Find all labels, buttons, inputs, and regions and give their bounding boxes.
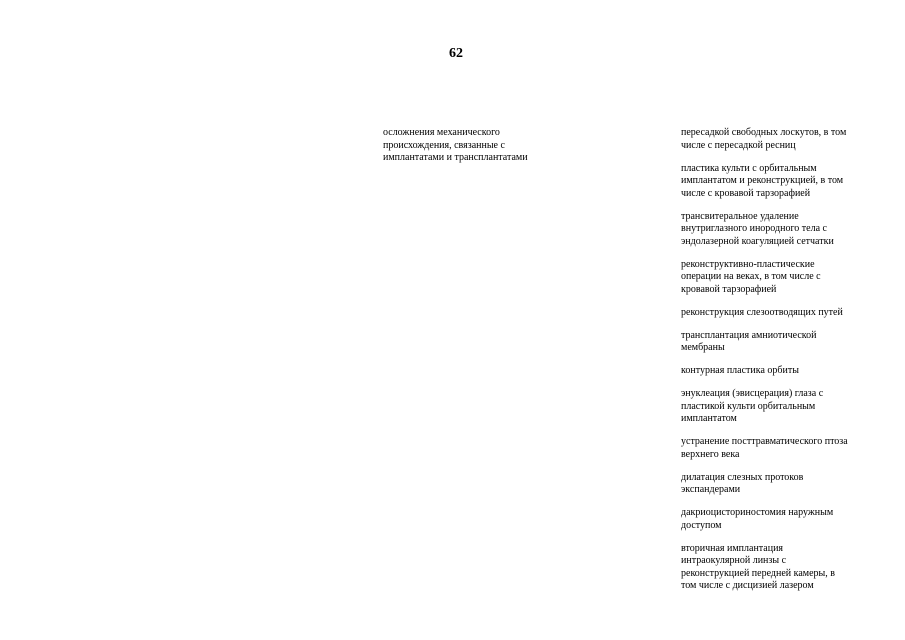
procedure-entry [681, 543, 871, 593]
page-number: 62 [449, 46, 463, 61]
procedure-entry [681, 472, 871, 497]
text-line: осложнения механического [383, 127, 500, 138]
text-line: мембраны [681, 342, 725, 353]
text-line: внутриглазного инородного тела с [681, 223, 827, 234]
text-line: контурная пластика орбиты [681, 365, 799, 376]
text-line: доступом [681, 519, 722, 531]
procedure-entry [681, 436, 871, 461]
text-line: пластикой культи орбитальным [681, 400, 816, 412]
text-line: том числе с дисцизией лазером [681, 580, 814, 591]
text-line: имплантатом [681, 413, 737, 424]
text-line: интраокулярной линзы с [681, 555, 787, 566]
procedure-entry [681, 365, 871, 378]
procedure-entry [681, 259, 871, 297]
text-line: происхождения, связанные с [383, 139, 505, 151]
procedure-entry [681, 330, 871, 355]
text-line: реконструкция слезоотводящих путей [681, 306, 843, 318]
text-line: экспандерами [681, 484, 741, 495]
text-line: верхнего века [681, 448, 740, 460]
text-line: числе с пересадкой ресниц [681, 139, 796, 151]
text-line: числе с кровавой тарзорафией [681, 187, 811, 199]
procedure-entry [681, 163, 871, 201]
procedures-column [681, 127, 871, 603]
text-line: операции на веках, в том числе с [681, 271, 821, 282]
procedure-entry [681, 211, 871, 249]
procedure-entry [681, 307, 871, 320]
text-line: пластика культи с орбитальным [681, 162, 817, 174]
procedure-entry [681, 507, 871, 532]
procedure-entry [681, 127, 871, 152]
text-line: трансвитеральное удаление [681, 210, 799, 222]
text-line: имплантатами и трансплантатами [383, 152, 528, 163]
procedure-entry [681, 388, 871, 426]
text-line: пересадкой свободных лоскутов, в том [681, 127, 847, 138]
text-line: реконструкцией передней камеры, в [681, 567, 835, 579]
diagnosis-column [383, 127, 553, 175]
diagnosis-text [383, 127, 553, 165]
text-line: кровавой тарзорафией [681, 283, 777, 295]
text-line: энуклеация (эвисцерация) глаза с [681, 388, 824, 399]
text-line: вторичная имплантация [681, 542, 784, 554]
text-line: дилатация слезных протоков [681, 471, 804, 483]
text-line: эндолазерной коагуляцией сетчатки [681, 235, 834, 247]
text-line: реконструктивно-пластические [681, 258, 815, 270]
text-line: трансплантация амниотической [681, 329, 817, 341]
text-line: дакриоцисториностомия наружным [681, 507, 834, 518]
text-line: имплантатом и реконструкцией, в том [681, 175, 844, 186]
text-line: устранение посттравматического птоза [681, 436, 848, 447]
